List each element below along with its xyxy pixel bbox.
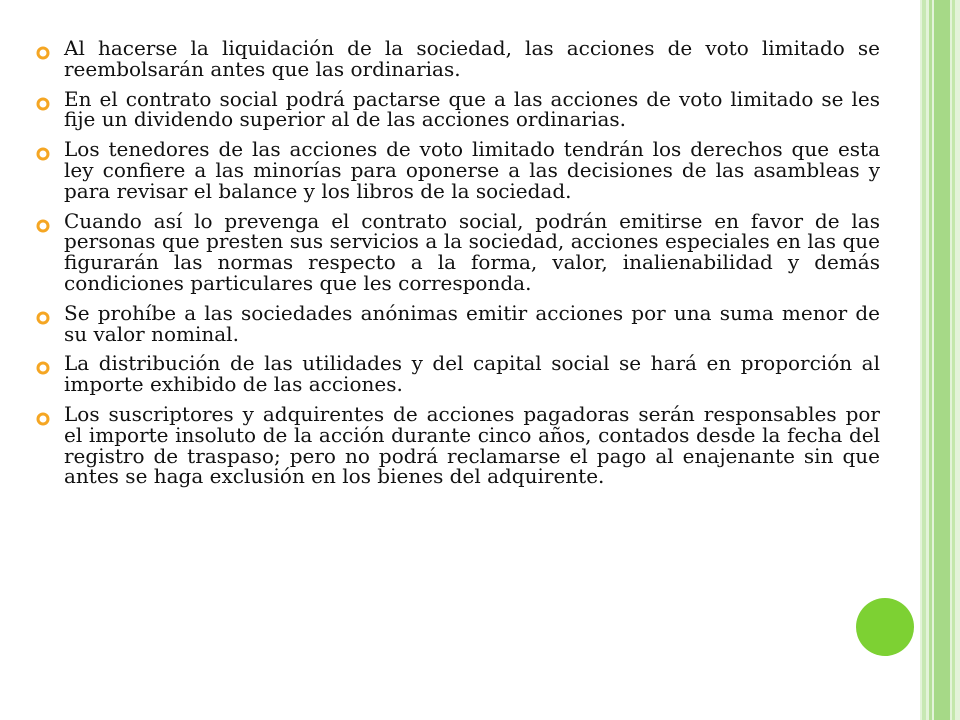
list-item [36, 208, 880, 295]
ring-bullet-icon [36, 311, 50, 325]
bullet-text: Los suscriptores y adquirentes de acciones pagadoras serán responsables por el importe insoluto de la acción durante cinco años, contados desde la fecha del registro de traspaso; pero no podrá reclamarse el pago al enajenante sin que antes se haga exclusión en los bienes del adquirente. [64, 401, 880, 489]
bullet-text: Al hacerse la liquidación de la sociedad, las acciones de voto limitado se reembolsarán antes que las ordinarias. [64, 36, 880, 81]
decorative-stripe-thin [929, 0, 932, 720]
decorative-stripe-thin [952, 0, 955, 720]
list-item [36, 38, 880, 80]
bullet-list [36, 38, 880, 496]
decorative-stripe-main [934, 0, 950, 720]
list-item [36, 139, 880, 201]
decorative-green-circle [856, 598, 914, 656]
ring-bullet-icon [36, 361, 50, 375]
list-item [36, 86, 880, 132]
list-item [36, 353, 880, 395]
ring-bullet-icon [36, 219, 50, 233]
bullet-text: Se prohíbe a las sociedades anónimas emitir acciones por una suma menor de su valor nominal. [64, 300, 880, 346]
ring-bullet-icon [36, 97, 50, 111]
list-item [36, 401, 880, 489]
bullet-text: En el contrato social podrá pactarse que a las acciones de voto limitado se les fije un dividendo superior al de las acciones ordinarias. [64, 86, 880, 132]
ring-bullet-icon [36, 412, 50, 426]
ring-bullet-icon [36, 147, 50, 161]
list-item [36, 300, 880, 346]
bullet-text: La distribución de las utilidades y del capital social se hará en proporción al importe exhibido de las acciones. [64, 351, 880, 397]
bullet-text: Los tenedores de las acciones de voto limitado tendrán los derechos que esta ley confiere a las minorías para oponerse a las decisiones de las asambleas y para revisar el balance y los libros de la sociedad. [64, 137, 880, 203]
decorative-stripe-thin [922, 0, 926, 720]
bullet-text: Cuando así lo prevenga el contrato social, podrán emitirse en favor de las personas que presten sus servicios a la sociedad, acciones especiales en las que figurarán las normas respecto a la forma, valor, inalienabilidad y demás condiciones particulares que les corresponda. [64, 208, 880, 295]
ring-bullet-icon [36, 46, 50, 60]
